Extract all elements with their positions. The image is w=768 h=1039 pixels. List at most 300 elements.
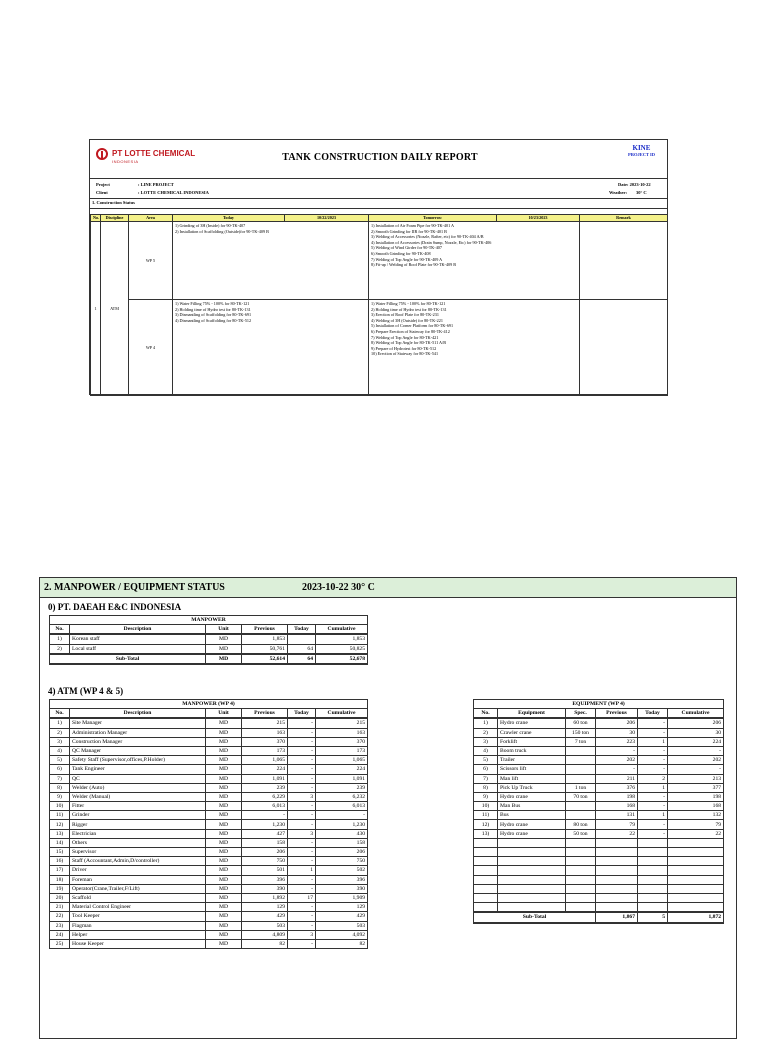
cell-cumulative: 163 [316,728,368,737]
cell-today: - [288,783,316,792]
cell-no: 3) [50,737,70,746]
cell-description: Boom truck [498,746,566,755]
subtotal-label: Sub-Total [50,654,206,664]
cell-previous: 370 [242,737,288,746]
tomorrow-activities [369,222,580,300]
client-label: Client [96,190,108,195]
cell-today: 3 [288,792,316,801]
table-row [50,634,368,644]
cell-unit: 60 ton [566,718,596,728]
cell-unit: MD [206,746,242,755]
cell-unit: MD [206,718,242,728]
cell-unit: MD [206,829,242,838]
table-row [50,903,368,912]
cell-unit: 150 ton [566,728,596,737]
col-cumulative: Cumulative [316,709,368,719]
activity-line: 3) Welding of Accessories (Nozzle, Rafter, etc) for 90-TK-404 A/B [371,234,484,240]
cell-cumulative: 224 [316,765,368,774]
empty-cell [474,838,498,847]
project-label: Project [96,182,110,187]
company-logo [96,148,206,174]
cell-unit: MD [206,903,242,912]
table-row [50,811,368,820]
empty-cell [596,857,638,866]
row-area: WP 5 [129,222,173,300]
col-previous: Previous [596,709,638,719]
cell-previous: - [242,811,288,820]
cell-description: QC Manager [70,746,206,755]
cell-previous: 131 [596,811,638,820]
empty-cell [498,884,566,893]
cell-previous: 6,013 [242,802,288,811]
cell-description: Tank Engineer [70,765,206,774]
subtotal-value: 64 [288,654,316,664]
cell-today: - [288,737,316,746]
subtotal-value: 5 [638,912,668,922]
cell-unit: 1 ton [566,783,596,792]
cell-no: 19) [50,884,70,893]
table-row [50,848,368,857]
cell-previous: 4,809 [242,930,288,939]
cell-description: Hydro crane [498,829,566,838]
table-row [474,820,724,829]
cell-previous: 376 [596,783,638,792]
activity-line: 2) Smooth Grinding for IIR for 90-TK-401 B [371,228,447,234]
cell-unit [566,811,596,820]
cell-description: Construction Manager [70,737,206,746]
cell-unit [566,756,596,765]
cell-today [288,634,316,644]
cell-today: - [288,848,316,857]
empty-cell [498,875,566,884]
report-date: Date: 2023-10-22 [618,182,651,187]
group-title: EQUIPMENT (WP 4) [474,700,724,709]
activity-line: 4) Dismantling of Scaffolding for 80-TK-512 [175,317,252,323]
table-row [50,737,368,746]
cell-unit: 70 ton [566,792,596,801]
cell-description: Safety Staff (Supervisor,offices,P.Holder) [70,756,206,765]
cell-unit: MD [206,875,242,884]
table-row [50,912,368,921]
cell-today: - [638,746,668,755]
cell-unit: MD [206,634,242,644]
cell-description: Forklift [498,737,566,746]
empty-row [474,866,724,875]
col-today: Today [288,709,316,719]
subtotal-row [50,654,368,664]
cell-no: 2) [474,728,498,737]
cell-no: 10) [50,802,70,811]
col-description: Equipment [498,709,566,719]
atm-title: 4) ATM (WP 4 & 5) [48,686,124,696]
empty-cell [474,875,498,884]
cell-today: - [288,921,316,930]
cell-today: - [288,838,316,847]
cell-cumulative: 215 [316,718,368,728]
cell-unit: MD [206,848,242,857]
empty-cell [596,884,638,893]
cell-description: Helper [70,930,206,939]
tomorrow-activities [369,300,580,396]
activity-line: 3) Erection of Roof Plate for 80-TK-231 [371,312,439,318]
cell-description: Driver [70,866,206,875]
cell-cumulative: 1,065 [316,756,368,765]
table-row [474,737,724,746]
empty-cell [474,866,498,875]
manpower-section-heading [40,578,736,598]
cell-no: 21) [50,903,70,912]
cell-description: Man Bus [498,802,566,811]
col-description: Description [70,625,206,635]
cell-cumulative: 50,825 [316,644,368,654]
cell-previous: 168 [596,802,638,811]
cell-previous: 429 [242,912,288,921]
cell-no: 7) [50,774,70,783]
empty-cell [498,903,566,913]
cell-no: 11) [474,811,498,820]
cell-cumulative: 22 [668,829,724,838]
cell-cumulative: 390 [316,884,368,893]
cell-today: - [638,756,668,765]
cell-description: Man lift [498,774,566,783]
table-row [474,746,724,755]
cell-no: 1) [50,634,70,644]
cell-description: Staff (Accountant,Admin,D/controller) [70,857,206,866]
cell-today: 1 [638,737,668,746]
cell-cumulative: 1,853 [316,634,368,644]
cell-today: - [288,939,316,948]
empty-cell [498,866,566,875]
cell-cumulative: 430 [316,829,368,838]
group-title: MANPOWER [50,616,368,625]
cell-previous: 427 [242,829,288,838]
empty-cell [668,866,724,875]
cell-no: 4) [474,746,498,755]
table-row [50,893,368,902]
cell-previous: 1,892 [242,893,288,902]
cell-today: - [638,728,668,737]
cell-today: 3 [288,930,316,939]
cell-unit: MD [206,921,242,930]
col-tomorrow-date: 10/23/2023 [497,215,580,222]
empty-cell [638,857,668,866]
cell-today: - [288,884,316,893]
cell-previous: - [596,765,638,774]
empty-cell [668,884,724,893]
cell-cumulative: 168 [668,802,724,811]
manpower-section-date: 2023-10-22 30° C [302,582,375,593]
cell-previous: 239 [242,783,288,792]
cell-description: Operator(Crane,Trailer,F/Lift) [70,884,206,893]
activity-line: 1) Water Filling 75% - 100% for 80-TK-121 [175,301,250,306]
empty-cell [596,893,638,902]
col-unit: Unit [206,709,242,719]
empty-cell [566,893,596,902]
cell-unit: MD [206,644,242,654]
subtotal-value: MD [206,654,242,664]
cell-unit: MD [206,884,242,893]
cell-description: Trailer [498,756,566,765]
activity-line: 1) Installation of Air Foam Pipe for 90-TK-401 A [371,223,455,228]
cell-previous: 224 [242,765,288,774]
cell-previous: 22 [596,829,638,838]
cell-description: Hydro crane [498,718,566,728]
empty-cell [638,838,668,847]
cell-today: - [288,802,316,811]
cell-previous: 6,229 [242,792,288,801]
cell-unit: 7 ton [566,737,596,746]
cell-cumulative: - [316,811,368,820]
empty-cell [566,866,596,875]
lotte-logo-icon [96,148,108,160]
cell-previous: 1,853 [242,634,288,644]
cell-unit: MD [206,838,242,847]
activity-line: 7) Welding of Top Angle for 90-TK-409 A [371,256,443,262]
cell-description: Site Manager [70,718,206,728]
col-previous: Previous [242,625,288,635]
table-row [474,728,724,737]
cell-description: QC [70,774,206,783]
empty-cell [498,838,566,847]
report-title: TANK CONSTRUCTION DAILY REPORT [282,152,478,163]
cell-cumulative: 129 [316,903,368,912]
company-sub: INDONESIA [112,159,139,164]
cell-today: - [288,857,316,866]
activity-line: 2) Holding time of Hydro test for 80-TK-131 [175,306,251,312]
cell-today: - [638,802,668,811]
cell-no: 6) [474,765,498,774]
activity-line: 9) Prepare of Hydrotest for 80-TK-512 [371,345,437,351]
table-row [50,857,368,866]
table-row [474,811,724,820]
cell-description: Tool Keeper [70,912,206,921]
empty-cell [474,893,498,902]
empty-cell [566,875,596,884]
cell-no: 22) [50,912,70,921]
cell-today: - [288,756,316,765]
cell-no: 18) [50,875,70,884]
table-row [50,783,368,792]
col-no: No. [50,709,70,719]
cell-cumulative: - [668,746,724,755]
empty-cell [498,893,566,902]
cell-previous: 79 [596,820,638,829]
cell-no: 9) [474,792,498,801]
cell-description: Foreman [70,875,206,884]
col-area: Area [129,215,173,222]
cell-unit [566,765,596,774]
empty-cell [474,857,498,866]
table-row [474,802,724,811]
cell-description: Rigger [70,820,206,829]
cell-unit: MD [206,893,242,902]
empty-cell [596,866,638,875]
cell-today: 64 [288,644,316,654]
cell-no: 2) [50,728,70,737]
cell-unit: MD [206,765,242,774]
cell-cumulative: 750 [316,857,368,866]
construction-status-table [90,214,668,396]
cell-description: Grinder [70,811,206,820]
activity-line: 6) Prepare Erection of Stairway for 80-TK-412 [371,328,450,334]
cell-today: - [638,718,668,728]
empty-cell [638,866,668,875]
empty-cell [596,838,638,847]
cell-previous: 215 [242,718,288,728]
cell-cumulative: 206 [316,848,368,857]
cell-description: Local staff [70,644,206,654]
cell-no: 1) [474,718,498,728]
activity-line: 4) Installation of Accessories (Drain Sump, Nozzle, Etc) for 90-TK-406 [371,239,492,245]
col-description: Description [70,709,206,719]
project-value: : LINE PROJECT [138,182,174,187]
table-row [474,765,724,774]
activity-line: 8) Welding of Top Angle for 80-TK-511 A/B [371,340,447,346]
equipment-table [473,699,724,924]
empty-cell [566,884,596,893]
cell-description: Others [70,838,206,847]
table-row [50,820,368,829]
activity-line: 1) Grinding of 3H (Inside) for 90-TK-407 [175,223,246,228]
cell-description: Administration Manager [70,728,206,737]
cell-today: - [288,728,316,737]
cell-cumulative: 239 [316,783,368,792]
cell-previous: 173 [242,746,288,755]
subtotal-value: 1,872 [668,912,724,922]
empty-cell [638,848,668,857]
table-row [474,829,724,838]
table-row [50,875,368,884]
cell-cumulative: 396 [316,875,368,884]
cell-description: Welder (Auto) [70,783,206,792]
cell-previous: 1,230 [242,820,288,829]
cell-no: 3) [474,737,498,746]
empty-cell [566,903,596,913]
manpower-page [39,577,737,1039]
cell-description: Electrician [70,829,206,838]
cell-today: - [288,746,316,755]
col-no: No. [91,215,101,222]
cell-unit: 50 ton [566,829,596,838]
cell-unit: MD [206,857,242,866]
subtotal-value: 52,678 [316,654,368,664]
activity-line: 1) Water Filling 75% - 100% for 80-TK-121 [371,301,446,306]
cell-unit: MD [206,728,242,737]
empty-row [474,848,724,857]
kine-label: KINE [632,144,651,152]
table-row [474,756,724,765]
cell-cumulative: 213 [668,774,724,783]
cell-previous: 82 [242,939,288,948]
cell-previous: 390 [242,884,288,893]
company-name: PT LOTTE CHEMICAL [112,149,196,158]
table-row [50,939,368,948]
cell-previous: 198 [596,792,638,801]
construction-status-heading: 1. Construction Status [90,198,667,209]
activity-line: 7) Welding of Top Angle for 80-TK-421 [371,334,439,340]
cell-cumulative: 82 [316,939,368,948]
cell-previous: 129 [242,903,288,912]
cell-no: 14) [50,838,70,847]
row-no: 1 [91,222,101,396]
cell-previous: 501 [242,866,288,875]
cell-previous: 50,761 [242,644,288,654]
col-cumulative: Cumulative [316,625,368,635]
cell-cumulative: 132 [668,811,724,820]
cell-cumulative: 198 [668,792,724,801]
cell-cumulative: 30 [668,728,724,737]
table-row [50,644,368,654]
col-tomorrow: Tomorrow [369,215,497,222]
cell-cumulative: 1,230 [316,820,368,829]
table-row [50,718,368,728]
column-header-row [50,709,368,719]
subtotal-value: 52,614 [242,654,288,664]
subtotal-label: Sub-Total [474,912,596,922]
empty-cell [596,903,638,913]
cell-today: - [638,765,668,774]
cell-description: Pick Up Truck [498,783,566,792]
cell-no: 12) [474,820,498,829]
cell-cumulative: 429 [316,912,368,921]
kine-block [628,144,655,157]
column-header-row [50,625,368,635]
client-value: : LOTTE CHEMICAL INDONESIA [138,190,209,195]
cell-description: Bus [498,811,566,820]
cell-no: 17) [50,866,70,875]
cell-no: 5) [50,756,70,765]
empty-cell [566,857,596,866]
report-header [90,140,667,179]
empty-row [474,875,724,884]
empty-cell [638,884,668,893]
cell-cumulative: 1,091 [316,774,368,783]
cell-description: Korean staff [70,634,206,644]
row-remark [580,300,668,396]
cell-no: 20) [50,893,70,902]
cell-no: 9) [50,792,70,801]
col-cumulative: Cumulative [668,709,724,719]
cell-today: - [288,811,316,820]
cell-cumulative: 377 [668,783,724,792]
table-row [474,792,724,801]
empty-cell [474,884,498,893]
cell-cumulative: 4,092 [316,930,368,939]
cell-no: 10) [474,802,498,811]
cell-cumulative: 158 [316,838,368,847]
table-row [91,222,668,300]
empty-cell [668,848,724,857]
table-row [50,884,368,893]
subtotal-value: 1,867 [596,912,638,922]
cell-previous: 396 [242,875,288,884]
project-id-label: PROJECT ID [627,152,655,157]
cell-today: - [288,912,316,921]
activity-line: 3) Dismantling of Scaffolding for 80-TK-691 [175,312,252,318]
empty-cell [474,848,498,857]
cell-unit [566,802,596,811]
cell-no: 15) [50,848,70,857]
col-unit: Unit [206,625,242,635]
col-no: No. [474,709,498,719]
cell-unit: MD [206,820,242,829]
group-header-row [50,616,368,625]
table-row [474,718,724,728]
cell-unit: MD [206,912,242,921]
cell-description: Flagman [70,921,206,930]
cell-previous: 158 [242,838,288,847]
cell-previous: 211 [596,774,638,783]
